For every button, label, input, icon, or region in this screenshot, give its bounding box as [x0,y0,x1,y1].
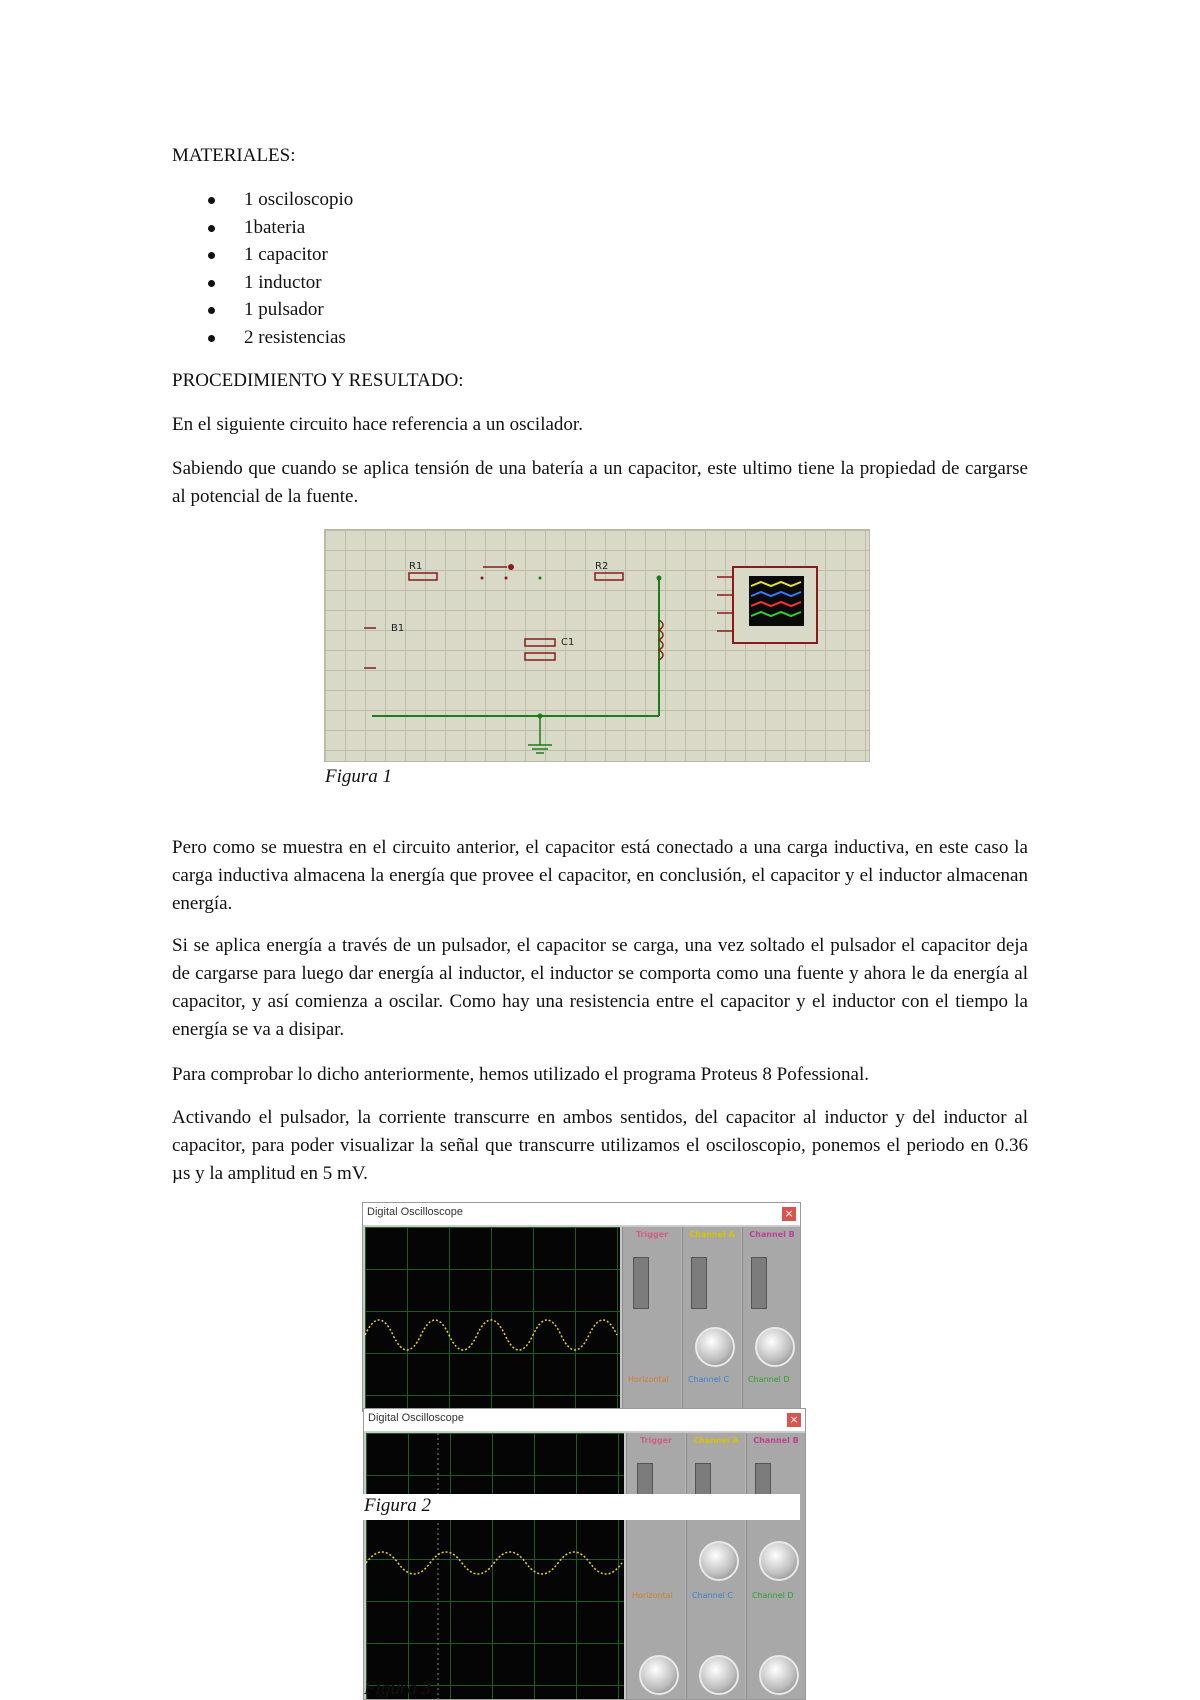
control-panel [622,1227,800,1411]
channel-b-label: Channel B [753,1436,799,1445]
list-item [172,186,353,214]
list-item [172,296,353,324]
r2-label: R2 [595,561,609,572]
list-item [172,241,353,269]
window-titlebar [363,1203,800,1226]
figure-1-caption: Figura 1 [325,766,393,787]
trigger-label: Trigger [635,1230,669,1239]
paragraph-3: Pero como se muestra en el circuito anterior, el capacitor está conectado a una carga inductiva, en este caso la carga inductiva almacena la energía que provee el capacitor, en conclusión, el capacitor y el inductor almacenan energía. [172,837,1028,914]
trigger-column [626,1433,685,1699]
channel-a-knob[interactable] [699,1541,739,1581]
bottom-channel-labels [626,1591,805,1605]
channel-c-label: Channel C [692,1591,733,1600]
resistor-r2 [595,573,623,580]
bullet-icon [208,335,215,342]
circuit-schematic [324,529,870,762]
window-title: Digital Oscilloscope [367,1206,463,1218]
close-icon[interactable]: × [782,1207,796,1221]
schematic-drawing [325,530,869,761]
bullet-icon [208,252,215,259]
materiales-list [172,186,353,351]
paragraph-5: Para comprobar lo dicho anteriormente, hemos utilizado el programa Proteus 8 Pofessional. [172,1064,870,1085]
paragraph-2: Sabiendo que cuando se aplica tensión de una batería a un capacitor, este ultimo tiene la propiedad de cargarse al potencial de la fuente. [172,458,1028,507]
b1-label: B1 [391,623,405,634]
oscilloscope-window-2 [363,1408,806,1700]
list-item-text: 1 capacitor [244,244,328,265]
waveform-trace [365,1227,620,1411]
list-item [172,269,353,297]
channel-a-knob[interactable] [695,1327,735,1367]
junction [657,576,662,581]
r1-label: R1 [409,561,423,572]
oscilloscope-window-1 [362,1202,801,1412]
horizontal-knob[interactable] [639,1655,679,1695]
trigger-label: Trigger [639,1436,673,1445]
paragraph-4: Si se aplica energía a través de un pulsador, el capacitor se carga, una vez soltado el pulsador el capacitor deja de cargarse para luego dar energía al inductor, el inductor se comporta como una fuente y ahora le da energía al capacitor, y así comienza a oscilar. Como hay una resistencia entre el capacitor y el inductor con el tiempo la energía se va a disipar. [172,935,1028,1040]
control-panel [626,1433,805,1699]
oscilloscope-screen [365,1227,620,1411]
channel-b-label: Channel B [749,1230,795,1239]
oscilloscope-screen [366,1433,624,1699]
list-item [172,214,353,242]
window-titlebar [364,1409,805,1432]
figure-2-caption-strip [362,1494,800,1520]
channel-a-slider[interactable] [691,1257,707,1309]
channel-a-column [686,1433,745,1699]
channel-b-knob[interactable] [759,1541,799,1581]
list-item-text: 1 inductor [244,271,322,293]
procedimiento-heading: PROCEDIMIENTO Y RESULTADO: [172,370,464,391]
bullet-icon [208,307,215,314]
list-item-text: 1 pulsador [244,299,324,320]
channel-d-knob[interactable] [759,1655,799,1695]
channel-a-label: Channel A [689,1230,735,1239]
trigger-slider[interactable] [633,1257,649,1309]
channel-b-knob[interactable] [755,1327,795,1367]
bullet-icon [208,197,215,204]
list-item-text: 2 resistencias [244,326,346,348]
channel-a-label: Channel A [693,1436,739,1445]
bullet-icon [208,280,215,287]
channel-c-label: Channel C [688,1375,729,1384]
horizontal-label: Horizontal [628,1375,669,1384]
figure-2-caption: Figura 2 [364,1495,432,1516]
list-item-text: 1 osciloscopio [244,189,354,210]
channel-b-column [746,1433,805,1699]
paragraph-6: Activando el pulsador, la corriente transcurre en ambos sentidos, del capacitor al inductor y del inductor al capacitor, para poder visualizar la señal que transcurre utilizamos el osciloscopio, ponemos el periodo en 0.36 µs y la amplitud en 5 mV. [172,1107,1028,1184]
figure-3-caption: Figura 3 [364,1680,432,1698]
bottom-channel-labels [622,1375,800,1389]
channel-d-label: Channel D [752,1591,794,1600]
channel-d-label: Channel D [748,1375,790,1384]
close-icon[interactable]: × [787,1413,801,1427]
list-item-text: 1bateria [244,216,306,238]
bullet-icon [208,225,215,232]
paragraph-1: En el siguiente circuito hace referencia a un oscilador. [172,414,583,435]
horizontal-label: Horizontal [632,1591,673,1600]
materiales-heading: MATERIALES: [172,145,296,166]
resistor-r1 [409,573,437,580]
c1-label: C1 [561,637,575,648]
channel-b-slider[interactable] [751,1257,767,1309]
window-title: Digital Oscilloscope [368,1412,464,1424]
list-item [172,324,353,352]
capacitor-c1 [525,639,555,646]
waveform-trace [366,1433,624,1699]
channel-c-knob[interactable] [699,1655,739,1695]
